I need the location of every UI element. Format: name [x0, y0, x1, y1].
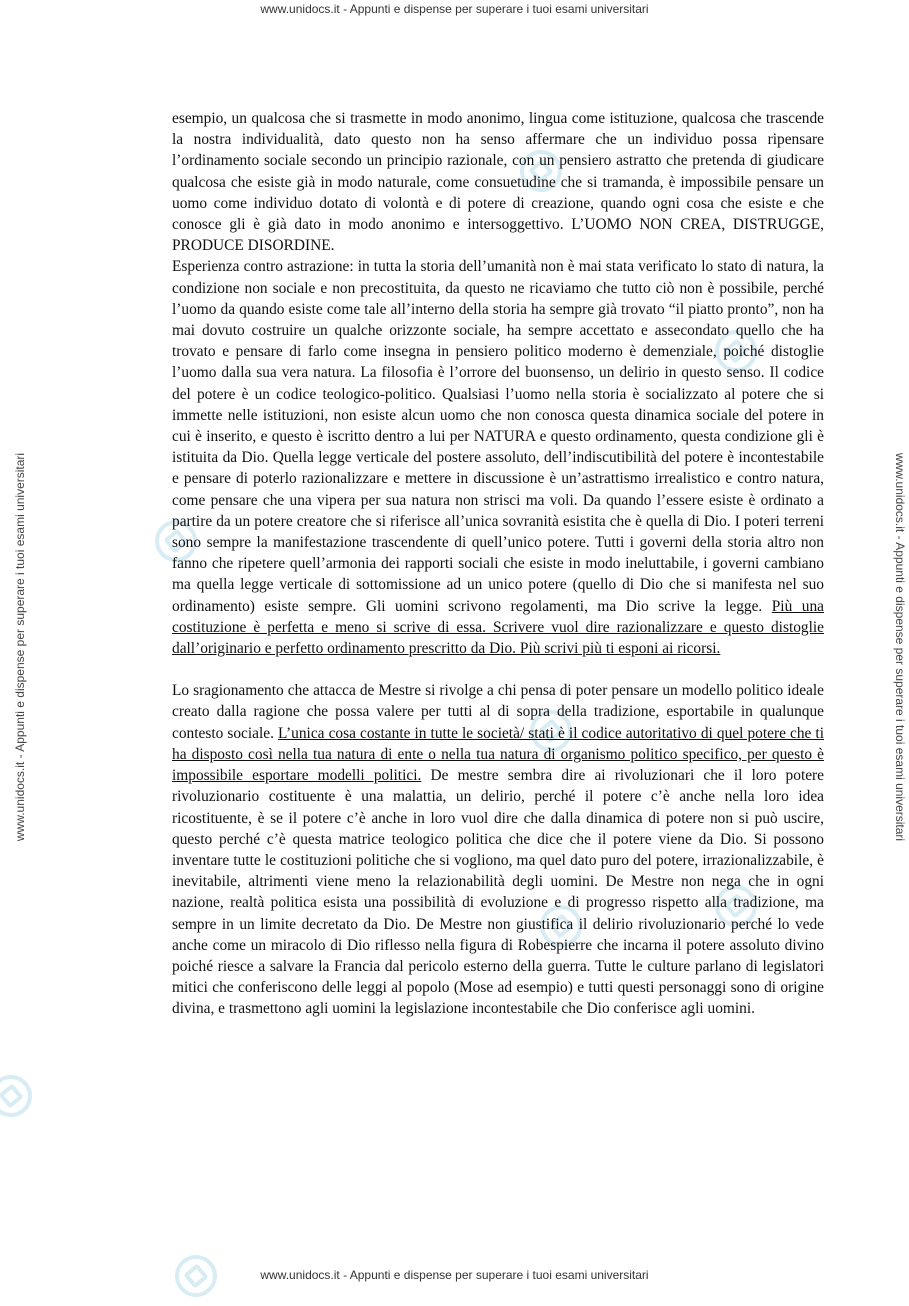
left-side-watermark: www.unidocs.it - Appunti e dispense per superare i tuoi esami universitari	[13, 452, 27, 842]
header-banner: www.unidocs.it - Appunti e dispense per superare i tuoi esami universitari	[260, 2, 649, 16]
paragraph-3	[172, 680, 824, 1019]
paragraph-2-text: Esperienza contro astrazione: in tutta la storia dell’umanità non è mai stata verificato lo stato di natura, la condizione non sociale e non precostituita, da questo ne ricaviamo che tutto ciò non è possibile, perché l’uomo da quando esiste come tale all’interno della storia ha sempre già trovato “il piatto pronto”, non ha mai dovuto costruire un qualche orizzonte sociale, ha sempre accettato e assecondato quello che ha trovato e pensare di farlo come insegna in pensiero politico moderno è demenziale, poiché distoglie l’uomo dalla sua vera natura. La filosofia è l’orrore del buonsenso, un delirio in questo senso. Il codice del potere è un codice teologico-politico. Qualsiasi l’uomo nella storia è socializzato al potere che si immette nelle istituzioni, non esiste alcun uomo che non conosca questa dinamica sociale del potere in cui è inserito, e questo è iscritto dentro a lui per NATURA e questo ordinamento, questa condizione gli è istituita da Dio. Quella legge verticale del postere assoluto, dell’indiscutibilità del potere è incontestabile e pensare di poterlo razionalizzare e mettere in discussione è un’astrattismo irrealistico e contro natura, come pensare che una vipera per sua natura non strisci ma voli. Da quando l’essere esiste è ordinato a partire da un potere creatore che si riferisce all’unica sovranità esistita che è quella di Dio. I poteri terreni sono sempre la manifestazione trascendente di quell’unico potere. Tutti i governi della storia altro non fanno che ripetere quell’armonia dei rapporti sociali che esiste in modo ineluttabile, i governi cambiano ma quella legge verticale di sottomissione ad un unico potere (quello di Dio che si manifesta nel suo ordinamento) esiste sempre. Gli uomini scrivono regolamenti, ma Dio scrive la legge.	[172, 258, 824, 615]
paragraph-2	[172, 256, 824, 659]
paragraph-3-end: De mestre sembra dire ai rivoluzionari che il loro potere rivoluzionario costituente è una malattia, un delirio, perché il potere c’è anche nella loro idea ricostituente, è se il potere c’è anche in loro vuol dire che dalla dinamica di potere non si può uscire, questo perché c’è questa matrice teologico politica che dice che il potere viene da Dio. Si possono inventare tutte le costituzioni politiche che si vogliono, ma quel dato puro del potere, irrazionalizzabile, è inevitabile, altrimenti viene meno la relazionabilità degli uomini. De Mestre non nega che in ogni nazione, realtà politica esista una possibilità di evoluzione e di progresso rispetto alla tradizione, ma sempre in un limite decretato da Dio. De Mestre non giustifica il delirio rivoluzionario perché lo vede anche come un miracolo di Dio riflesso nella figura di Robespierre che incarna il potere assoluto divino poiché riesce a salvare la Francia dal pericolo esterno della guerra. Tutte le culture parlano di legislatori mitici che conferiscono delle leggi al popolo (Mose ad esempio) e tutti questi personaggi sono di origine divina, e trasmettono agli uomini la legislazione incontestabile che Dio conferisce agli uomini.	[172, 767, 825, 1018]
paragraph-2-underlined-text: Più una costituzione è perfetta e meno si scrive di essa. Scrivere vuol dire razionalizzare e questo distoglie dall’originario e perfetto ordinamento prescritto da Dio. Più scrivi più ti esponi ai ricorsi.	[172, 597, 824, 658]
paragraph-3-start: Lo sragionamento che attacca de Mestre si rivolge a chi pensa di poter pensare un modello politico ideale creato dalla ragione che possa valere per tutti al di sopra della tradizione, esportabile in qualunque contesto sociale.	[172, 682, 824, 742]
paragraph-1: esempio, un qualcosa che si trasmette in modo anonimo, lingua come istituzione, qualcosa che trascende la nostra individualità, dato questo non ha senso affermare che un individuo possa ripensare l’ordinamento sociale secondo un principio razionale, con un pensiero astratto che pretenda di giudicare qualcosa che esiste già in modo naturale, come consuetudine che si tramanda, è impossibile pensare un uomo come individuo dotato di volontà e di potere di creazione, quando ogni cosa che esiste e che conosce gli è già dato in modo anonimo e intersoggettivo. L’UOMO NON CREA, DISTRUGGE, PRODUCE DISORDINE.	[172, 110, 824, 255]
footer-banner: www.unidocs.it - Appunti e dispense per superare i tuoi esami universitari	[260, 1268, 649, 1282]
right-side-watermark: www.unidocs.it - Appunti e dispense per superare i tuoi esami universitari	[893, 452, 907, 842]
paragraph-3-underlined-text: L’unica cosa costante in tutte le società/ stati è il codice autoritativo di quel potere che ti ha disposto così nella tua natura di ente o nella tua natura di organismo politico specifico, per questo è impossibile esportare modelli politici.	[172, 724, 824, 785]
watermark-logo-icon	[0, 1066, 41, 1125]
document-body	[172, 108, 824, 1020]
